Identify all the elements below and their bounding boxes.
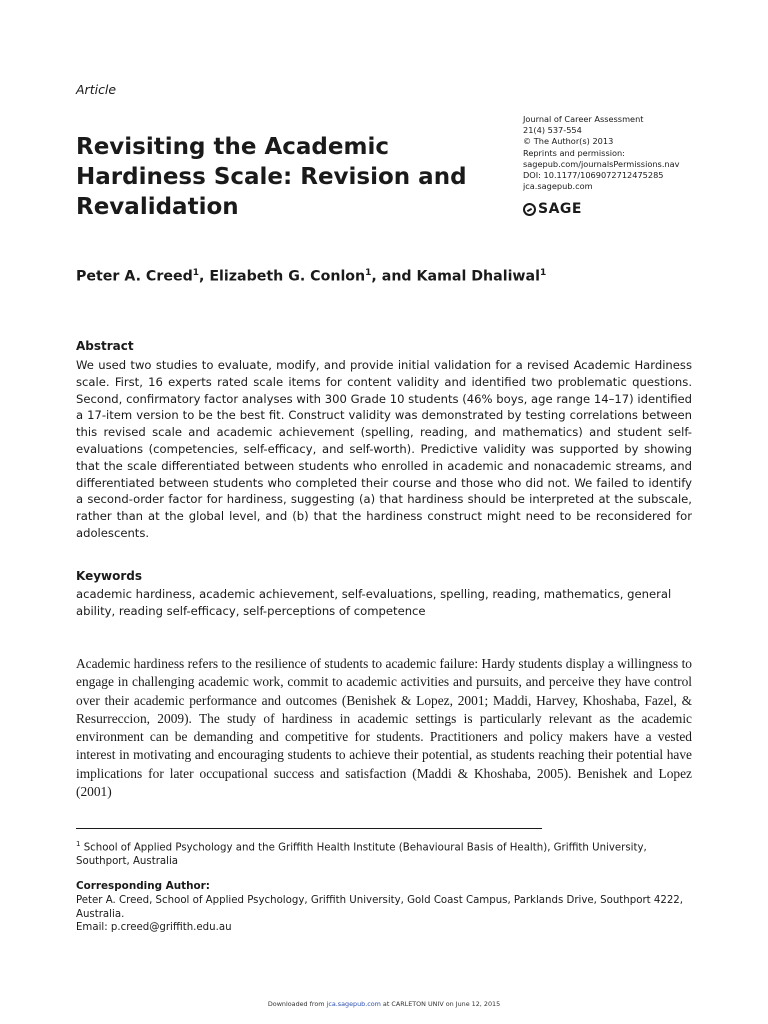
copyright: © The Author(s) 2013 bbox=[523, 136, 614, 147]
keywords-heading: Keywords bbox=[76, 569, 143, 583]
journal-url[interactable]: jca.sagepub.com bbox=[523, 181, 593, 192]
footnote-divider bbox=[76, 828, 542, 829]
affiliation-footnote bbox=[76, 838, 692, 869]
sage-logo-text: SAGE bbox=[538, 201, 582, 217]
body-paragraph: Academic hardiness refers to the resilience of students to academic failure: Hardy students display a willingness to engage in challenging academic work, commit to academic activities and pursuits, and perceive they have control over their academic performance and outcomes (Benishek & Lopez, 2001; Maddi, Harvey, Khoshaba, Fazel, & Resurreccion, 2009). The study of hardiness in academic settings is particularly relevant as the academic environment can be demanding and competitive for students. Practitioners and policy makers have a vested interest in motivating and encouraging students to achieve their potential, as students reaching their potential have implications for later occupational success and satisfaction (Maddi & Khoshaba, 2005). Benishek and Lopez (2001) bbox=[76, 656, 692, 800]
author-name: Peter A. Creed bbox=[76, 268, 193, 285]
article-type-label: Article bbox=[76, 82, 117, 97]
paper-title: Revisiting the Academic Hardiness Scale: Revision and Revalidation bbox=[76, 134, 467, 220]
download-prefix: Downloaded from bbox=[267, 1000, 327, 1008]
author-name: Kamal Dhaliwal bbox=[416, 268, 540, 285]
permissions-link[interactable]: sagepub.com/journalsPermissions.nav bbox=[523, 158, 680, 169]
corresponding-email[interactable]: Email: p.creed@griffith.edu.au bbox=[76, 922, 232, 934]
author-separator: , bbox=[199, 268, 210, 285]
journal-volume: 21(4) 537-554 bbox=[523, 125, 582, 136]
journal-metadata bbox=[523, 114, 733, 192]
journal-name: Journal of Career Assessment bbox=[523, 114, 644, 124]
sage-logo bbox=[523, 199, 582, 219]
keywords-text: academic hardiness, academic achievement, self-evaluations, spelling, reading, mathematics, general ability, reading self-efficacy, self-perceptions of competence bbox=[76, 587, 672, 618]
author-name: Elizabeth G. Conlon bbox=[209, 268, 366, 285]
download-link[interactable]: jca.sagepub.com bbox=[326, 1000, 381, 1008]
corresponding-address: Peter A. Creed, School of Applied Psychology, Griffith University, Gold Coast Campus, Parklands Drive, Southport 4222, Australia. bbox=[76, 895, 684, 920]
reprints-label: Reprints and permission: bbox=[523, 147, 625, 158]
affiliation-mark: 1 bbox=[539, 268, 547, 278]
author-separator: , and bbox=[371, 268, 417, 285]
download-suffix: at CARLETON UNIV on June 12, 2015 bbox=[380, 1000, 501, 1008]
author-list bbox=[76, 268, 546, 285]
abstract-text: We used two studies to evaluate, modify, and provide initial validation for a revised Academic Hardiness scale. First, 16 experts rated scale items for content validity and identified two problematic questions. Second, confirmatory factor analyses with 300 Grade 10 students (46% boys, age range 14–17) identified a 17-item version to be the best fit. Construct validity was demonstrated by testing correlations between this revised scale and academic achievement (spelling, reading, and mathematics) and student self-evaluations (competencies, self-efficacy, and self-worth). Predictive validity was supported by showing that the scale differentiated between students who enrolled in academic and nonacademic streams, and differentiated between students who completed their course and those who did not. We failed to identify a second-order factor for hardiness, suggesting (a) that hardiness should be interpreted at the subscale, rather than at the global level, and (b) that the hardiness construct might need to be reconsidered for adolescents. bbox=[76, 358, 692, 540]
affiliation-text: School of Applied Psychology and the Griffith Health Institute (Behavioural Basis of Health), Griffith University, Southport, Australia bbox=[76, 842, 647, 867]
affiliation-mark: 1 bbox=[192, 268, 200, 278]
footnote-mark: 1 bbox=[76, 840, 81, 848]
download-notice bbox=[0, 1000, 768, 1008]
abstract-heading: Abstract bbox=[76, 339, 134, 353]
affiliation-mark: 1 bbox=[365, 268, 372, 278]
sage-logo-icon bbox=[523, 203, 536, 216]
corresponding-author-heading: Corresponding Author: bbox=[76, 880, 210, 892]
doi: DOI: 10.1177/1069072712475285 bbox=[523, 170, 664, 181]
corresponding-author-details bbox=[76, 894, 696, 935]
